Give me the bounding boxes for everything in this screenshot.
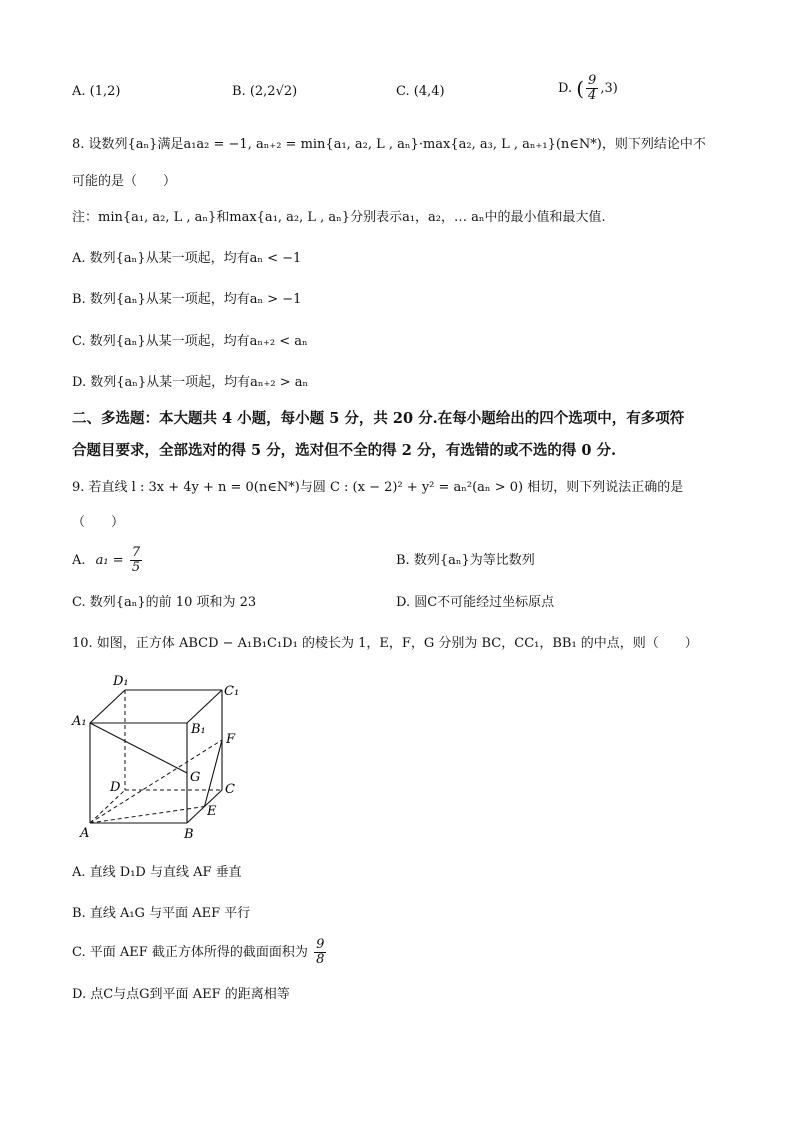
q10-c-denominator: 8	[316, 952, 325, 967]
q7-d-denominator: 4	[588, 88, 597, 103]
edge-b1c1	[187, 690, 222, 723]
segment-ef	[205, 740, 223, 807]
q9-option-a	[72, 546, 144, 575]
q8-option-c: C. 数列{aₙ}从某一项起，均有aₙ₊₂ < aₙ	[72, 334, 308, 349]
q8-note: 注：min{a₁, a₂, L , aₙ}和max{a₁, a₂, L , aₙ}分别表示a₁，a₂，… aₙ中的最小值和最大值.	[72, 210, 606, 225]
label-f: F	[226, 732, 236, 747]
label-d1: D₁	[113, 674, 129, 689]
q8-option-b: B. 数列{aₙ}从某一项起，均有aₙ > −1	[72, 292, 302, 307]
q10-option-c	[72, 938, 328, 968]
q7-option-b: B. (2,2√2)	[232, 84, 298, 99]
label-b1: B₁	[191, 722, 206, 737]
q8-stem-line1: 8. 设数列{aₙ}满足a₁a₂ = −1, aₙ₊₂ = min{a₁, a₂, L , aₙ}·max{a₂, a₃, L , aₙ₊₁}(n∈N*)，则下列结论中不	[72, 137, 706, 152]
q7-d-numerator: 9	[588, 73, 597, 88]
q9-option-a-fraction	[130, 546, 142, 575]
q10-option-c-fraction	[314, 938, 326, 967]
label-a1: A₁	[72, 714, 87, 729]
q8-option-d: D. 数列{aₙ}从某一项起，均有aₙ₊₂ > aₙ	[72, 375, 309, 390]
q10-c-numerator: 9	[316, 937, 325, 952]
section2-line1: 二、多选题：本大题共 4 小题，每小题 5 分，共 20 分.在每小题给出的四个选项中，有多项符	[72, 410, 685, 427]
label-e: E	[207, 804, 217, 819]
segment-a1g	[90, 723, 187, 773]
q10-option-c-prefix: C. 平面 AEF 截正方体所得的截面面积为	[72, 945, 308, 960]
q7-option-d: D. ( $\frac{9}{4}$ ,3)	[558, 73, 618, 103]
edge-a1d1	[90, 690, 125, 723]
label-a: A	[80, 826, 90, 841]
q7-option-d-suffix: ,3)	[600, 81, 618, 96]
q9-option-a-var: a₁ =	[95, 553, 124, 568]
label-c: C	[225, 782, 235, 797]
label-b: B	[184, 827, 194, 842]
q7-option-d-fraction	[586, 74, 598, 103]
cube-figure	[70, 665, 250, 845]
label-c1: C₁	[224, 684, 240, 699]
q10-option-d: D. 点C与点G到平面 AEF 的距离相等	[72, 987, 290, 1002]
q9-stem-line2: （ ）	[72, 515, 125, 530]
q7-option-a: A. (1,2)	[72, 84, 121, 99]
q9-option-a-prefix: A.	[72, 553, 86, 568]
section2-line2: 合题目要求，全部选对的得 5 分，选对但不全的得 2 分，有选错的或不选的得 0 分.	[72, 442, 617, 459]
label-g: G	[190, 770, 201, 785]
q10-option-a: A. 直线 D₁D 与直线 AF 垂直	[72, 865, 242, 880]
q7-option-d-prefix: D.	[558, 81, 573, 96]
q9-option-c: C. 数列{aₙ}的前 10 项和为 23	[72, 595, 257, 610]
q10-option-b: B. 直线 A₁G 与平面 AEF 平行	[72, 906, 251, 921]
q9-option-d: D. 圆C不可能经过坐标原点	[396, 595, 555, 610]
q8-option-a: A. 数列{aₙ}从某一项起，均有aₙ < −1	[72, 251, 302, 266]
q9-a-denominator: 5	[131, 560, 141, 575]
q10-stem: 10. 如图，正方体 ABCD − A₁B₁C₁D₁ 的棱长为 1，E，F，G 分别为 BC，CC₁，BB₁ 的中点，则（ ）	[72, 636, 698, 651]
q8-stem-line2: 可能的是（ ）	[72, 174, 177, 189]
label-d: D	[110, 780, 121, 795]
q7-option-c: C. (4,4)	[396, 84, 445, 99]
q9-option-b: B. 数列{aₙ}为等比数列	[396, 553, 535, 568]
q9-stem-line1: 9. 若直线 l : 3x + 4y + n = 0(n∈N*)与圆 C : (x − 2)² + y² = aₙ²(aₙ > 0) 相切，则下列说法正确的是	[72, 480, 684, 495]
q9-a-numerator: 7	[131, 545, 141, 560]
